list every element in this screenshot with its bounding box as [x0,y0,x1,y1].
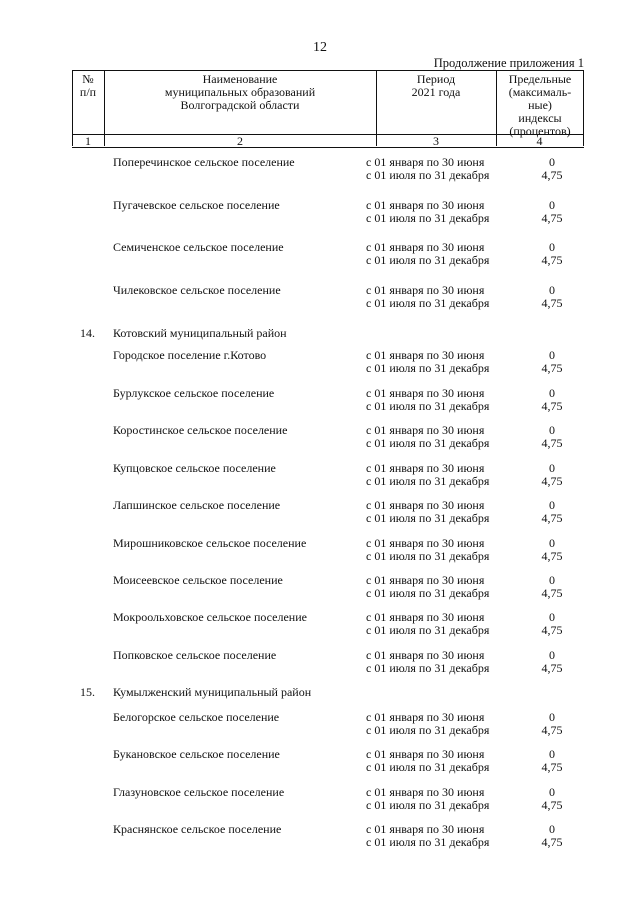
row-index: 0 4,75 [541,283,563,310]
row-period: с 01 января по 30 июня с 01 июля по 31 декабря [366,648,490,675]
header-divider [583,70,584,146]
row-name: Белогорское сельское поселение [113,710,280,724]
row-period: с 01 января по 30 июня с 01 июля по 31 декабря [366,747,490,774]
row-name: Попковское сельское поселение [113,648,277,662]
row-name: Чилековское сельское поселение [113,283,281,297]
row-index: 0 4,75 [541,648,563,675]
colnum-4: 4 [496,134,583,147]
row-index: 0 4,75 [541,386,563,413]
row-period: с 01 января по 30 июня с 01 июля по 31 декабря [366,785,490,812]
header-col-period: Период 2021 года [411,72,461,99]
colnum-1: 1 [72,134,104,147]
row-name: Мокроольховское сельское поселение [113,610,307,624]
row-period: с 01 января по 30 июня с 01 июля по 31 декабря [366,461,490,488]
row-name: Бурлукское сельское поселение [113,386,275,400]
row-index: 0 4,75 [541,498,563,525]
header-col-name: Наименование муниципальных образований Волгоградской области [164,72,316,112]
page-number: 12 [313,40,327,55]
row-name: Купцовское сельское поселение [113,461,276,475]
row-period: с 01 января по 30 июня с 01 июля по 31 декабря [366,710,490,737]
colnum-2: 2 [104,134,376,147]
row-name: Поперечинское сельское поселение [113,155,295,169]
row-period: с 01 января по 30 июня с 01 июля по 31 декабря [366,155,490,182]
row-index: 0 4,75 [541,822,563,849]
row-period: с 01 января по 30 июня с 01 июля по 31 декабря [366,283,490,310]
row-index: 0 4,75 [541,155,563,182]
row-index: 0 4,75 [541,610,563,637]
row-index: 0 4,75 [541,573,563,600]
row-index: 0 4,75 [541,747,563,774]
row-index: 0 4,75 [541,536,563,563]
row-number: 15. [80,685,95,699]
header-col-index: Предельные (максималь- ные) индексы (процентов) [508,72,572,138]
header-col-number: № п/п [79,72,97,99]
row-period: с 01 января по 30 июня с 01 июля по 31 декабря [366,240,490,267]
row-name: Котовский муниципальный район [113,326,287,340]
row-period: с 01 января по 30 июня с 01 июля по 31 декабря [366,610,490,637]
row-period: с 01 января по 30 июня с 01 июля по 31 декабря [366,573,490,600]
row-period: с 01 января по 30 июня с 01 июля по 31 декабря [366,423,490,450]
row-index: 0 4,75 [541,423,563,450]
row-name: Семиченское сельское поселение [113,240,284,254]
row-index: 0 4,75 [541,198,563,225]
continuation-label: Продолжение приложения 1 [433,56,584,70]
row-name: Глазуновское сельское поселение [113,785,285,799]
row-period: с 01 января по 30 июня с 01 июля по 31 декабря [366,386,490,413]
row-name: Городское поселение г.Котово [113,348,267,362]
row-name: Кумылженский муниципальный район [113,685,312,699]
row-name: Мирошниковское сельское поселение [113,536,307,550]
row-index: 0 4,75 [541,461,563,488]
row-name: Пугачевское сельское поселение [113,198,280,212]
row-name: Краснянское сельское поселение [113,822,282,836]
row-name: Моисеевское сельское поселение [113,573,283,587]
row-period: с 01 января по 30 июня с 01 июля по 31 декабря [366,498,490,525]
row-name: Коростинское сельское поселение [113,423,288,437]
row-index: 0 4,75 [541,348,563,375]
row-index: 0 4,75 [541,240,563,267]
row-number: 14. [80,326,95,340]
row-index: 0 4,75 [541,785,563,812]
row-period: с 01 января по 30 июня с 01 июля по 31 декабря [366,198,490,225]
row-period: с 01 января по 30 июня с 01 июля по 31 декабря [366,822,490,849]
row-index: 0 4,75 [541,710,563,737]
row-name: Букановское сельское поселение [113,747,280,761]
row-period: с 01 января по 30 июня с 01 июля по 31 декабря [366,348,490,375]
row-period: с 01 января по 30 июня с 01 июля по 31 декабря [366,536,490,563]
colnum-3: 3 [376,134,496,147]
row-name: Лапшинское сельское поселение [113,498,281,512]
